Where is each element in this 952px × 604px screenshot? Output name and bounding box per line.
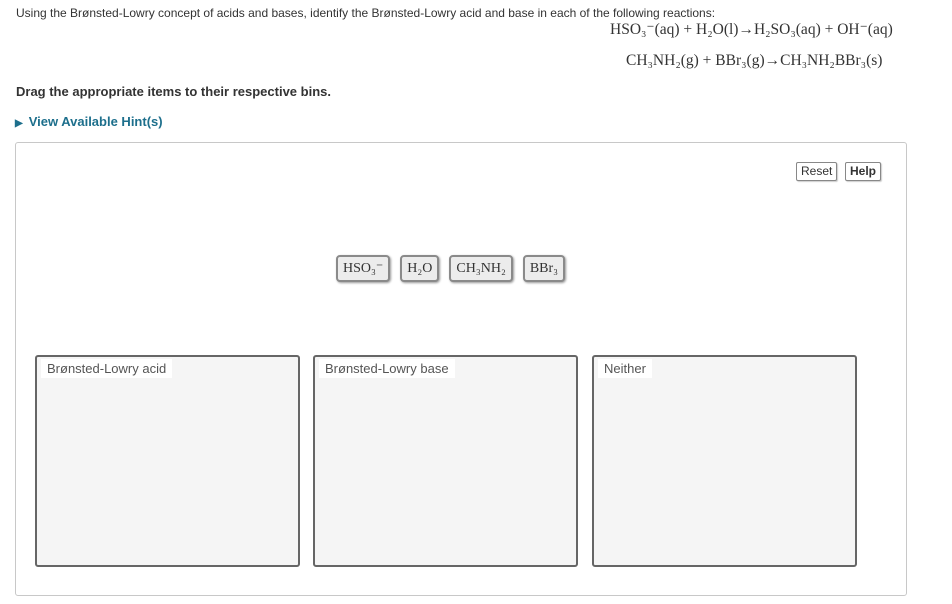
expand-triangle-icon: ▶ — [15, 118, 23, 129]
draggable-hso3-minus[interactable]: HSO₃⁻ — [336, 255, 390, 282]
equation-1: HSO₃⁻(aq) + H₂O(l)→H₂SO₃(aq) + OH⁻(aq) — [610, 21, 893, 38]
question-intro: Using the Brønsted-Lowry concept of acids and bases, identify the Brønsted-Lowry acid and base in each of the following reactions: — [16, 6, 716, 20]
draggable-bbr3[interactable]: BBr₃ — [523, 255, 565, 282]
instruction-text: Drag the appropriate items to their respective bins. — [16, 84, 331, 99]
view-hints-label: View Available Hint(s) — [28, 114, 163, 129]
view-hints-link[interactable] — [15, 114, 163, 129]
bin-neither[interactable] — [592, 355, 857, 567]
bin-label-base: Brønsted-Lowry base — [319, 359, 455, 378]
bin-label-acid: Brønsted-Lowry acid — [41, 359, 172, 378]
draggable-items — [336, 255, 565, 282]
drag-drop-panel — [15, 142, 907, 596]
bin-label-neither: Neither — [598, 359, 652, 378]
draggable-h2o[interactable]: H₂O — [400, 255, 439, 282]
equation-2: CH₃NH₂(g) + BBr₃(g)→CH₃NH₂BBr₃(s) — [626, 52, 883, 69]
draggable-ch3nh2[interactable]: CH₃NH₂ — [449, 255, 512, 282]
bin-bronsted-lowry-base[interactable] — [313, 355, 578, 567]
reset-button[interactable]: Reset — [796, 162, 837, 181]
bin-bronsted-lowry-acid[interactable] — [35, 355, 300, 567]
help-button[interactable]: Help — [845, 162, 881, 181]
